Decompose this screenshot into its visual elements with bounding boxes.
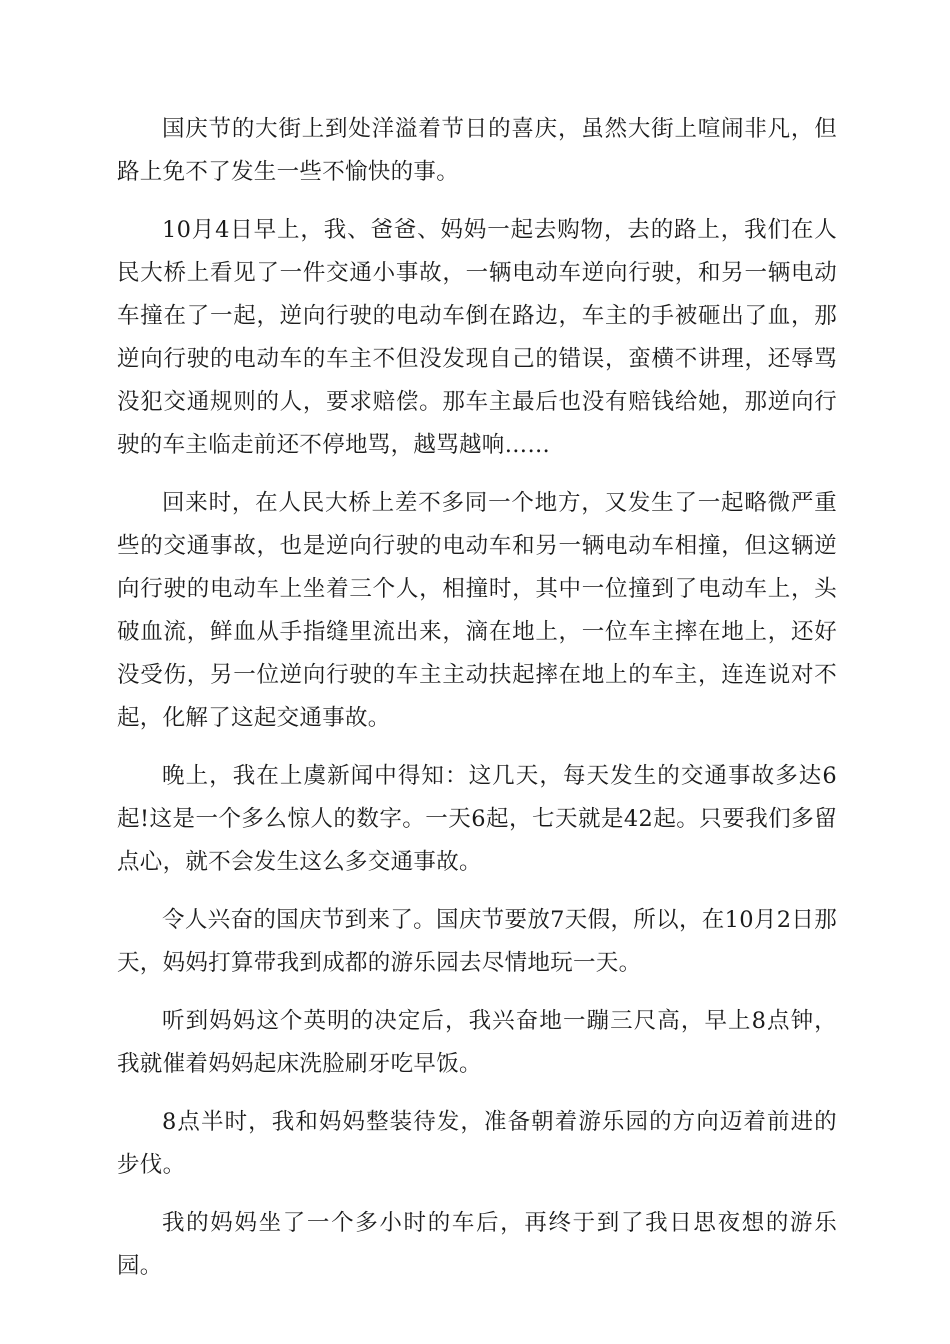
document-body [117, 108, 837, 1303]
paragraph: 我的妈妈坐了一个多小时的车后，再终于到了我日思夜想的游乐园。 [117, 1210, 837, 1279]
paragraph: 令人兴奋的国庆节到来了。国庆节要放7天假，所以，在10月2日那天，妈妈打算带我到成都的游乐园去尽情地玩一天。 [117, 907, 837, 976]
paragraph: 10月4日早上，我、爸爸、妈妈一起去购物，去的路上，我们在人民大桥上看见了一件交通小事故，一辆电动车逆向行驶，和另一辆电动车撞在了一起，逆向行驶的电动车倒在路边，车主的手被砸出了血，那逆向行驶的电动车的车主不但没发现自己的错误，蛮横不讲理，还辱骂没犯交通规则的人，要求赔偿。那车主最后也没有赔钱给她，那逆向行驶的车主临走前还不停地骂，越骂越响…… [117, 217, 837, 458]
paragraph: 国庆节的大街上到处洋溢着节日的喜庆，虽然大街上喧闹非凡，但路上免不了发生一些不愉快的事。 [117, 116, 837, 185]
paragraph: 8点半时，我和妈妈整装待发，准备朝着游乐园的方向迈着前进的步伐。 [117, 1109, 837, 1178]
paragraph: 回来时，在人民大桥上差不多同一个地方，又发生了一起略微严重些的交通事故，也是逆向行驶的电动车和另一辆电动车相撞，但这辆逆向行驶的电动车上坐着三个人，相撞时，其中一位撞到了电动车上，头破血流，鲜血从手指缝里流出来，滴在地上，一位车主摔在地上，还好没受伤，另一位逆向行驶的车主主动扶起摔在地上的车主，连连说对不起，化解了这起交通事故。 [117, 490, 837, 731]
paragraph: 听到妈妈这个英明的决定后，我兴奋地一蹦三尺高，早上8点钟，我就催着妈妈起床洗脸刷牙吃早饭。 [117, 1008, 837, 1077]
paragraph: 晚上，我在上虞新闻中得知：这几天，每天发生的交通事故多达6起!这是一个多么惊人的数字。一天6起，七天就是42起。只要我们多留点心，就不会发生这么多交通事故。 [117, 763, 837, 875]
